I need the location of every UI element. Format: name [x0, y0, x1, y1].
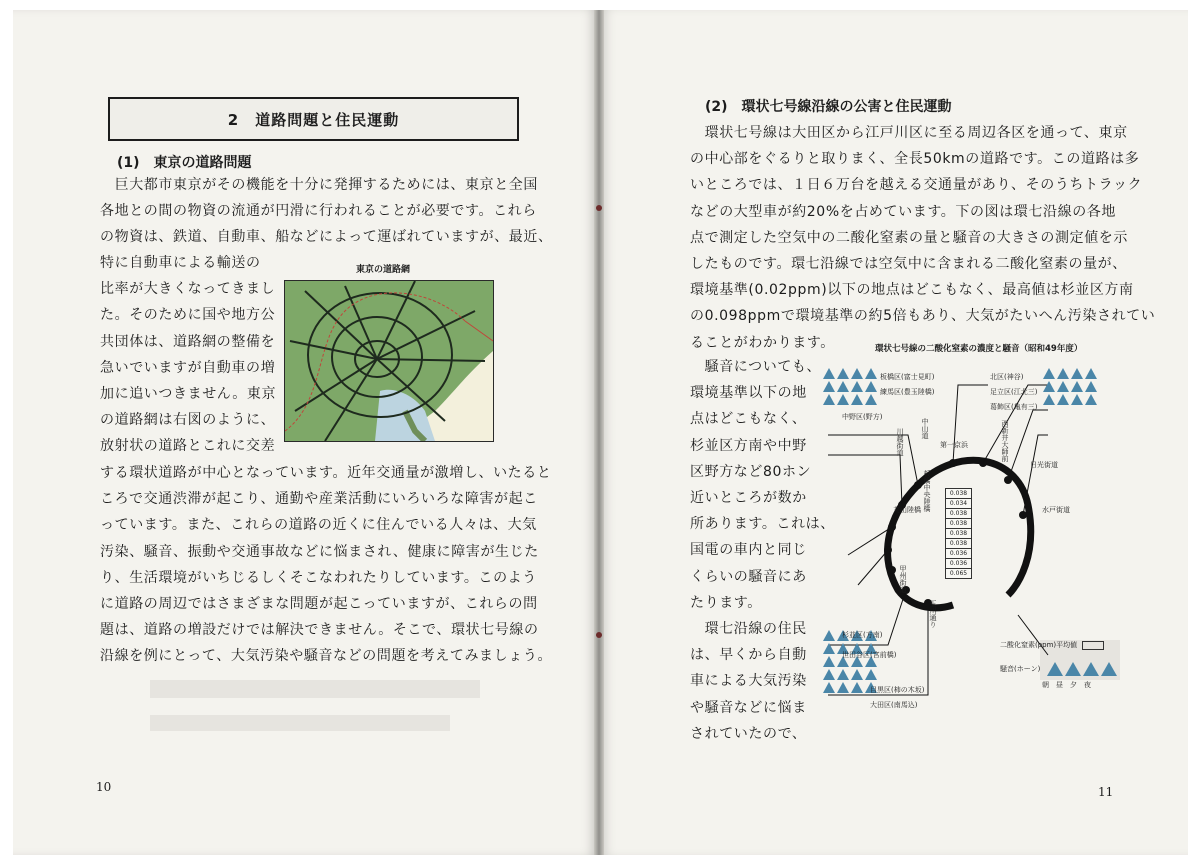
- text-line: 環境基準(0.02ppm)以下の地点はどこもなく、最高値は杉並区方南: [690, 282, 1134, 299]
- text-line: 近いところが数か: [690, 490, 807, 507]
- text-line: の物資は、鉄道、自動車、船などによって運ばれていますが、最近、: [100, 229, 553, 246]
- page-number-right: 11: [1098, 785, 1114, 799]
- text-line: する環状道路が中心となっています。近年交通量が激増し、いたると: [100, 465, 552, 481]
- text-line: ころで交通渋滞が起こり、通勤や産業活動にいろいろな障害が起こ: [100, 491, 538, 508]
- noise-group-itabashi: [823, 368, 877, 405]
- noise-triangle: [1047, 662, 1063, 676]
- text-line: 汚染、騒音、振動や交通事故などに悩まされ、健康に障害が生じた: [100, 543, 539, 560]
- noise-triangle: [851, 368, 863, 379]
- road-label: 西新井大師前: [1001, 420, 1009, 462]
- legend-noise-label: 騒音(ホーン): [1000, 665, 1041, 673]
- road-label: 第一京浜: [940, 441, 968, 449]
- text-line: 特に自動車による輸送の: [100, 255, 261, 271]
- place-label: 中野区(野方): [842, 413, 883, 421]
- text-line: したものです。環七沿線では空気中に含まれる二酸化窒素の量が、: [690, 256, 1127, 273]
- place-label: 葛飾区(亀有三): [990, 403, 1038, 411]
- text-line: くらいの騒音にあ: [690, 568, 807, 585]
- text-line: の中心部をぐるりと取りまく、全長50kmの道路です。この道路は多: [690, 151, 1140, 168]
- text-line: 共団体は、道路網の整備を: [100, 333, 276, 350]
- noise-triangle: [823, 643, 835, 654]
- text-line: 環境基準以下の地: [690, 385, 807, 402]
- noise-triangle: [1083, 662, 1099, 676]
- place-label: 北区(神谷): [990, 373, 1024, 381]
- noise-triangle: [1101, 662, 1117, 676]
- noise-triangle: [1043, 381, 1055, 392]
- left-paragraph-top: [100, 172, 553, 251]
- place-label: 世田谷区(宮前橋): [842, 651, 897, 659]
- text-line: されていたので、: [690, 725, 807, 742]
- noise-triangle: [865, 381, 877, 392]
- section-title-box: [108, 97, 519, 141]
- noise-triangle: [837, 394, 849, 405]
- show-through: [150, 680, 480, 698]
- noise-triangle: [837, 368, 849, 379]
- map-title: 東京の道路網: [356, 265, 411, 275]
- text-line: 所あります。これは、: [690, 516, 835, 533]
- no2-value-box: 0.038: [945, 508, 972, 519]
- left-paragraph-bottom: [100, 460, 552, 670]
- noise-triangle: [1043, 394, 1055, 405]
- text-line: 点で測定した空気中の二酸化窒素の量と騒音の大きさの測定値を示: [690, 229, 1128, 246]
- no2-value-box: 0.065: [945, 568, 972, 579]
- place-label: 目黒区(柿の木坂): [870, 686, 925, 694]
- noise-triangle: [823, 630, 835, 641]
- tokyo-road-map: [284, 280, 494, 442]
- legend-no2: [1000, 640, 1104, 650]
- road-map-graphic: [285, 281, 493, 441]
- legend-noise-swatch: [1047, 662, 1117, 676]
- text-line: ることがわかります。: [690, 334, 835, 351]
- noise-triangle: [1057, 368, 1069, 379]
- subhead-ring7: (2) 環状七号線沿線の公害と住民運動: [705, 99, 952, 115]
- noise-triangle: [1071, 368, 1083, 379]
- text-line: や騒音などに悩ま: [690, 699, 807, 716]
- text-line: 巨大都市東京がその機能を十分に発揮するためには、東京と全国: [100, 177, 538, 193]
- text-line: 急いでいますが自動車の増: [100, 359, 276, 376]
- text-line: いところでは、１日６万台を越える交通量があり、そのうちトラック: [690, 177, 1143, 194]
- noise-triangle: [823, 394, 835, 405]
- no2-value-box: 0.038: [945, 538, 972, 549]
- place-label: 杉並区(方南): [842, 631, 883, 639]
- road-label: 水戸街道: [1042, 506, 1070, 514]
- place-label: 板橋区(富士見町): [880, 373, 935, 381]
- noise-triangle: [1085, 381, 1097, 392]
- noise-triangle: [1085, 368, 1097, 379]
- noise-triangle: [1057, 381, 1069, 392]
- text-line: り、生活環境がいちじるしくそこなわれたりしています。このよう: [100, 569, 537, 586]
- noise-triangle: [865, 394, 877, 405]
- road-label: 川越街道: [896, 428, 904, 456]
- book-spine: [594, 10, 604, 855]
- text-line: 題は、道路の増設だけでは解決できません。そこで、環状七号線の: [100, 622, 539, 639]
- diagram-title: 環状七号線の二酸化窒素の濃度と騒音（昭和49年度）: [875, 344, 1083, 354]
- text-line: たります。: [690, 594, 762, 611]
- text-line: などの大型車が約20%を占めています。下の図は環七沿線の各地: [690, 203, 1116, 220]
- no2-value-box: 0.038: [945, 528, 972, 539]
- show-through: [150, 715, 450, 731]
- place-label: 練馬区(豊玉陸橋): [880, 388, 935, 396]
- road-label: 玉川通り: [929, 600, 937, 628]
- section-title: 2 道路問題と住民運動: [227, 110, 400, 129]
- noise-triangle: [1085, 394, 1097, 405]
- legend-no2-swatch: [1082, 641, 1104, 650]
- no2-value-box: 0.034: [945, 498, 972, 509]
- text-line: 国電の車内と同じ: [690, 542, 807, 559]
- noise-triangle: [837, 381, 849, 392]
- text-line: 騒音についても、: [690, 359, 822, 375]
- noise-triangle: [837, 669, 849, 680]
- noise-triangle: [823, 682, 835, 693]
- text-line: 点はどこもなく、: [690, 411, 807, 428]
- road-label: 甲州街道: [899, 565, 907, 593]
- noise-triangle: [1071, 381, 1083, 392]
- subhead-tokyo-roads: (1) 東京の道路問題: [117, 155, 252, 171]
- noise-triangle: [851, 682, 863, 693]
- page-number-left: 10: [96, 780, 112, 794]
- noise-triangle: [1057, 394, 1069, 405]
- noise-triangle: [837, 682, 849, 693]
- no2-value-box: 0.036: [945, 558, 972, 569]
- text-line: た。そのために国や地方公: [100, 307, 276, 324]
- right-paragraph-wrapped: [690, 354, 835, 747]
- text-line: 杉並区方南や中野: [690, 437, 807, 454]
- noise-triangle: [1065, 662, 1081, 676]
- noise-triangle: [823, 656, 835, 667]
- text-line: 環七沿線の住民: [690, 621, 807, 638]
- legend-no2-label: 二酸化窒素(ppm)平均値: [1000, 641, 1078, 649]
- legend-noise: [1000, 662, 1117, 676]
- no2-value-box: 0.038: [945, 518, 972, 529]
- text-line: の道路網は右図のように、: [100, 412, 276, 429]
- road-label: 丸山陸橋: [893, 506, 921, 514]
- left-paragraph-wrapped: [100, 250, 276, 460]
- road-label: 中山道: [921, 418, 929, 439]
- text-line: 車による大気汚染: [690, 673, 807, 690]
- binding-hole: [596, 205, 602, 211]
- noise-triangle: [823, 381, 835, 392]
- road-label: 日光街道: [1030, 461, 1058, 469]
- text-line: 環状七号線は大田区から江戸川区に至る周辺各区を通って、東京: [690, 125, 1128, 141]
- noise-triangle: [865, 669, 877, 680]
- noise-triangle: [865, 368, 877, 379]
- text-line: 加に追いつきません。東京: [100, 386, 277, 403]
- text-line: 各地との間の物資の流通が円滑に行われることが必要です。これら: [100, 203, 537, 220]
- text-line: 比率が大きくなってきまし: [100, 281, 276, 298]
- text-line: は、早くから自動: [690, 647, 807, 664]
- noise-triangle: [1071, 394, 1083, 405]
- text-line: 沿線を例にとって、大気汚染や騒音などの問題を考えてみましょう。: [100, 648, 553, 665]
- noise-triangle: [851, 669, 863, 680]
- text-line: の0.098ppmで環境基準の約5倍もあり、大気がたいへん汚染されてい: [690, 308, 1156, 325]
- text-line: 区野方など80ホン: [690, 463, 812, 480]
- no2-value-box: 0.036: [945, 548, 972, 559]
- place-label: 足立区(江北三): [990, 388, 1038, 396]
- place-label: 大田区(南馬込): [870, 701, 918, 709]
- noise-triangle: [823, 368, 835, 379]
- text-line: に道路の周辺ではさまざまな問題が起こっていますが、これらの問: [100, 596, 538, 613]
- right-paragraph-top: [690, 120, 1155, 356]
- legend-times: 朝 昼 夕 夜: [1042, 681, 1091, 689]
- text-line: っています。また、これらの道路の近くに住んでいる人々は、大気: [100, 517, 537, 534]
- noise-group-kita: [1043, 368, 1097, 405]
- noise-triangle: [1043, 368, 1055, 379]
- road-label: 板橋中央陸橋: [923, 470, 931, 512]
- no2-value-box: 0.038: [945, 488, 972, 499]
- noise-triangle: [851, 381, 863, 392]
- text-line: 放射状の道路とこれに交差: [100, 438, 276, 455]
- binding-hole: [596, 632, 602, 638]
- noise-triangle: [823, 669, 835, 680]
- noise-triangle: [851, 394, 863, 405]
